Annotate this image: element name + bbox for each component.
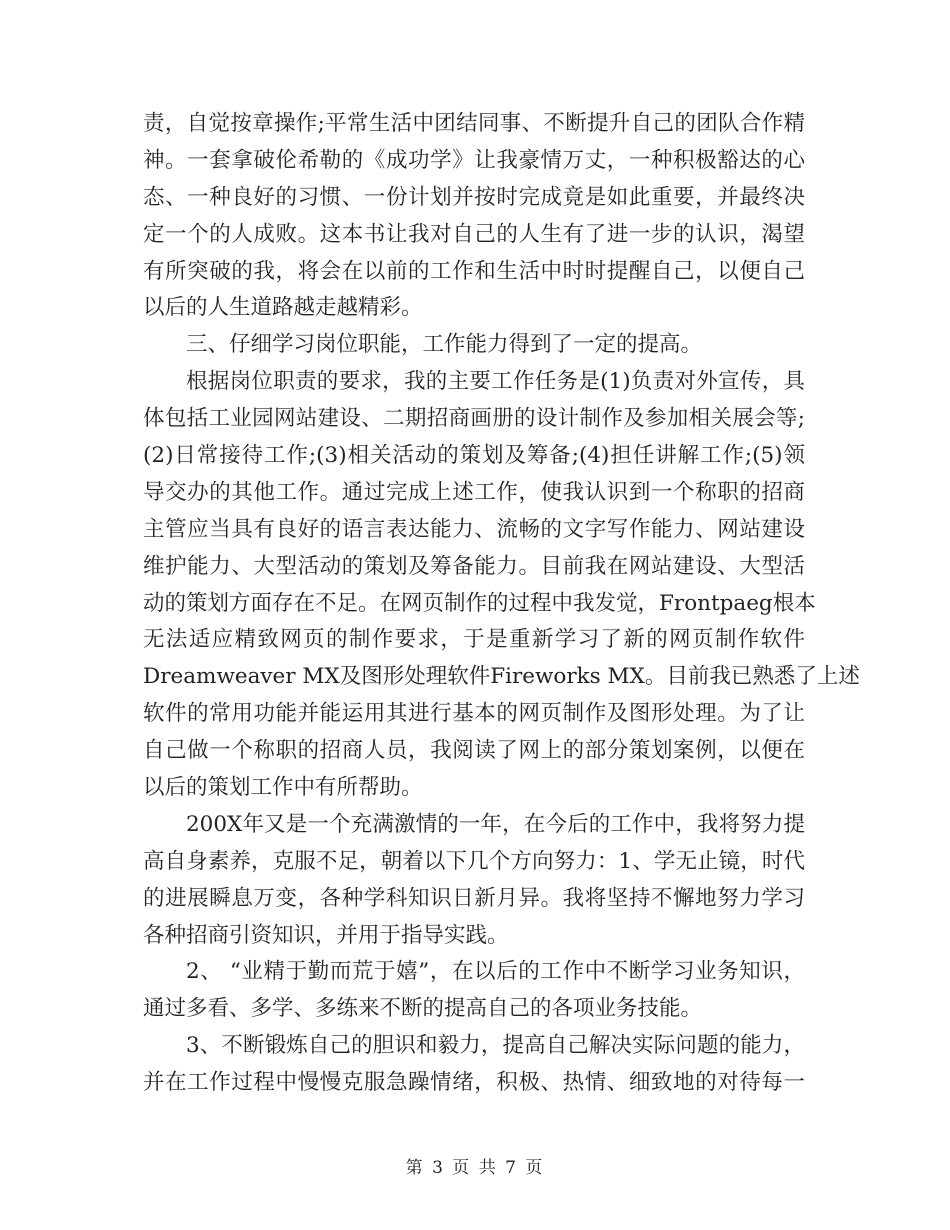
- text-line: 各种招商引资知识，并用于指导实践。: [143, 922, 509, 948]
- text-line: 以后的策划工作中有所帮助。: [143, 775, 423, 801]
- text-line: 无法适应精致网页的制作要求，于是重新学习了新的网页制作软件: [143, 627, 805, 653]
- text-line: 高自身素养，克服不足，朝着以下几个方向努力：1、学无止镜，时代: [143, 848, 805, 874]
- text-line: 体包括工业园网站建设、二期招商画册的设计制作及参加相关展会等;: [143, 406, 805, 432]
- text-line: Dreamweaver MX及图形处理软件Fireworks MX。目前我已熟悉了上述: [143, 664, 860, 690]
- text-line: 以后的人生道路越走越精彩。: [143, 295, 423, 321]
- text-line: 动的策划方面存在不足。在网页制作的过程中我发觉，Frontpaeg根本: [143, 590, 816, 616]
- text-line: 2、 “业精于勤而荒于嬉”，在以后的工作中不断学习业务知识，: [186, 959, 805, 985]
- text-line: 3、不断锻炼自己的胆识和毅力，提高自己解决实际问题的能力，: [186, 1033, 805, 1059]
- text-line: 态、一种良好的习惯、一份计划并按时完成竟是如此重要，并最终决: [143, 184, 805, 210]
- text-line: 通过多看、多学、多练来不断的提高自己的各项业务技能。: [143, 996, 703, 1022]
- text-line: 责，自觉按章操作;平常生活中团结同事、不断提升自己的团队合作精: [143, 111, 805, 136]
- text-line: 有所突破的我，将会在以前的工作和生活中时时提醒自己，以便自己: [143, 258, 805, 284]
- text-line: 维护能力、大型活动的策划及筹备能力。目前我在网站建设、大型活: [143, 553, 805, 579]
- text-line: 主管应当具有良好的语言表达能力、流畅的文字写作能力、网站建设: [143, 516, 805, 542]
- text-line: 的进展瞬息万变，各种学科知识日新月异。我将坚持不懈地努力学习: [143, 885, 805, 911]
- text-line: 200X年又是一个充满激情的一年，在今后的工作中，我将努力提: [186, 811, 805, 837]
- page-number-footer: 第 3 页 共 7 页: [405, 1158, 545, 1178]
- body-text: [143, 106, 860, 1102]
- text-line: 导交办的其他工作。通过完成上述工作，使我认识到一个称职的招商: [143, 479, 805, 505]
- text-line: 根据岗位职责的要求，我的主要工作任务是(1)负责对外宣传，具: [186, 369, 805, 395]
- text-line: 软件的常用功能并能运用其进行基本的网页制作及图形处理。为了让: [143, 701, 805, 727]
- text-line: 定一个的人成败。这本书让我对自己的人生有了进一步的认识，渴望: [143, 221, 805, 247]
- text-line: (2)日常接待工作;(3)相关活动的策划及筹备;(4)担任讲解工作;(5)领: [143, 443, 805, 469]
- text-line: 自己做一个称职的招商人员，我阅读了网上的部分策划案例，以便在: [143, 738, 805, 764]
- text-line: 神。一套拿破伦希勒的《成功学》让我豪情万丈，一种积极豁达的心: [143, 147, 805, 173]
- section-heading: 三、仔细学习岗位职能，工作能力得到了一定的提高。: [186, 332, 703, 358]
- text-line: 并在工作过程中慢慢克服急躁情绪，积极、热情、细致地的对待每一: [143, 1070, 805, 1096]
